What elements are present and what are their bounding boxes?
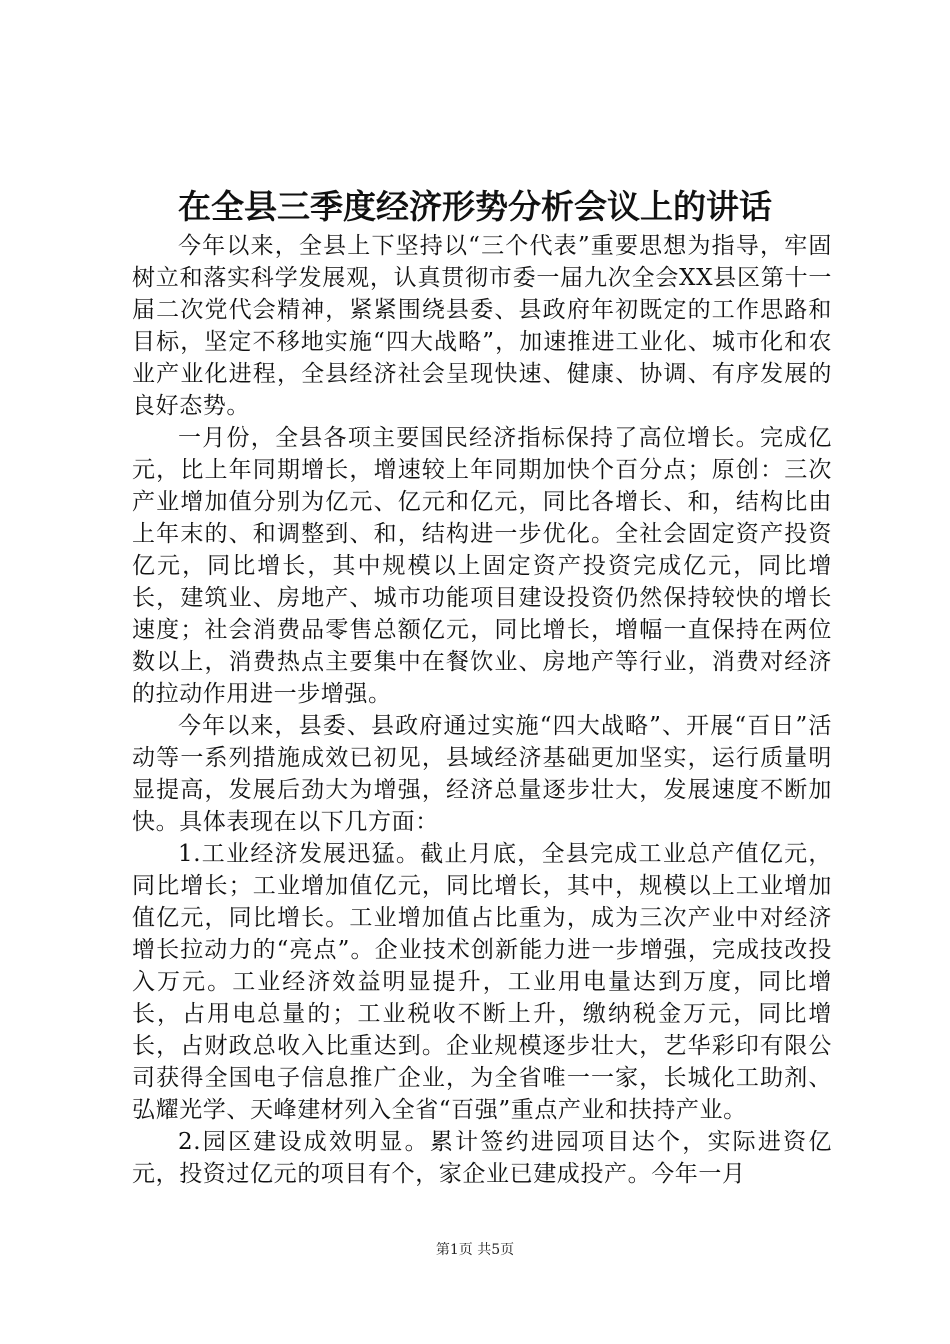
document-body — [132, 230, 832, 1190]
page-number-footer: 第1页 共5页 — [435, 1242, 515, 1258]
paragraph-industrial-park: 2.园区建设成效明显。累计签约进园项目达个，实际进资亿元，投资过亿元的项目有个，家企业已建成投产。今年一月 — [132, 1129, 832, 1187]
paragraph-industry: 1.工业经济发展迅猛。截止月底，全县完成工业总产值亿元，同比增长；工业增加值亿元，同比增长，其中，规模以上工业增加值亿元，同比增长。工业增加值占比重为，成为三次产业中对经济增长拉动力的“亮点”。企业技术创新能力进一步增强，完成技改投入万元。工业经济效益明显提升，工业用电量达到万度，同比增长，占用电总量的；工业税收不断上升，缴纳税金万元，同比增长，占财政总收入比重达到。企业规模逐步壮大，艺华彩印有限公司获得全国电子信息推广企业，为全省唯一一家，长城化工助剂、弘耀光学、天峰建材列入全省“百强”重点产业和扶持产业。 — [132, 841, 832, 1123]
paragraph-overview: 今年以来，县委、县政府通过实施“四大战略”、开展“百日”活动等一系列措施成效已初见，县域经济基础更加坚实，运行质量明显提高，发展后劲大为增强，经济总量逐步壮大，发展速度不断加快。具体表现在以下几方面： — [132, 713, 832, 835]
paragraph-intro: 今年以来，全县上下坚持以“三个代表”重要思想为指导，牢固树立和落实科学发展观，认真贯彻市委一届九次全会XX县区第十一届二次党代会精神，紧紧围绕县委、县政府年初既定的工作思路和目标，坚定不移地实施“四大战略”，加速推进工业化、城市化和农业产业化进程，全县经济社会呈现快速、健康、协调、有序发展的良好态势。 — [132, 233, 832, 419]
paragraph-economic-indicators: 一月份，全县各项主要国民经济指标保持了高位增长。完成亿元，比上年同期增长，增速较上年同期加快个百分点；原创：三次产业增加值分别为亿元、亿元和亿元，同比各增长、和，结构比由上年末的、和调整到、和，结构进一步优化。全社会固定资产投资亿元，同比增长，其中规模以上固定资产投资完成亿元，同比增长，建筑业、房地产、城市功能项目建设投资仍然保持较快的增长速度；社会消费品零售总额亿元，同比增长，增幅一直保持在两位数以上，消费热点主要集中在餐饮业、房地产等行业，消费对经济的拉动作用进一步增强。 — [132, 425, 832, 707]
document-title: 在全县三季度经济形势分析会议上的讲话 — [178, 187, 772, 226]
